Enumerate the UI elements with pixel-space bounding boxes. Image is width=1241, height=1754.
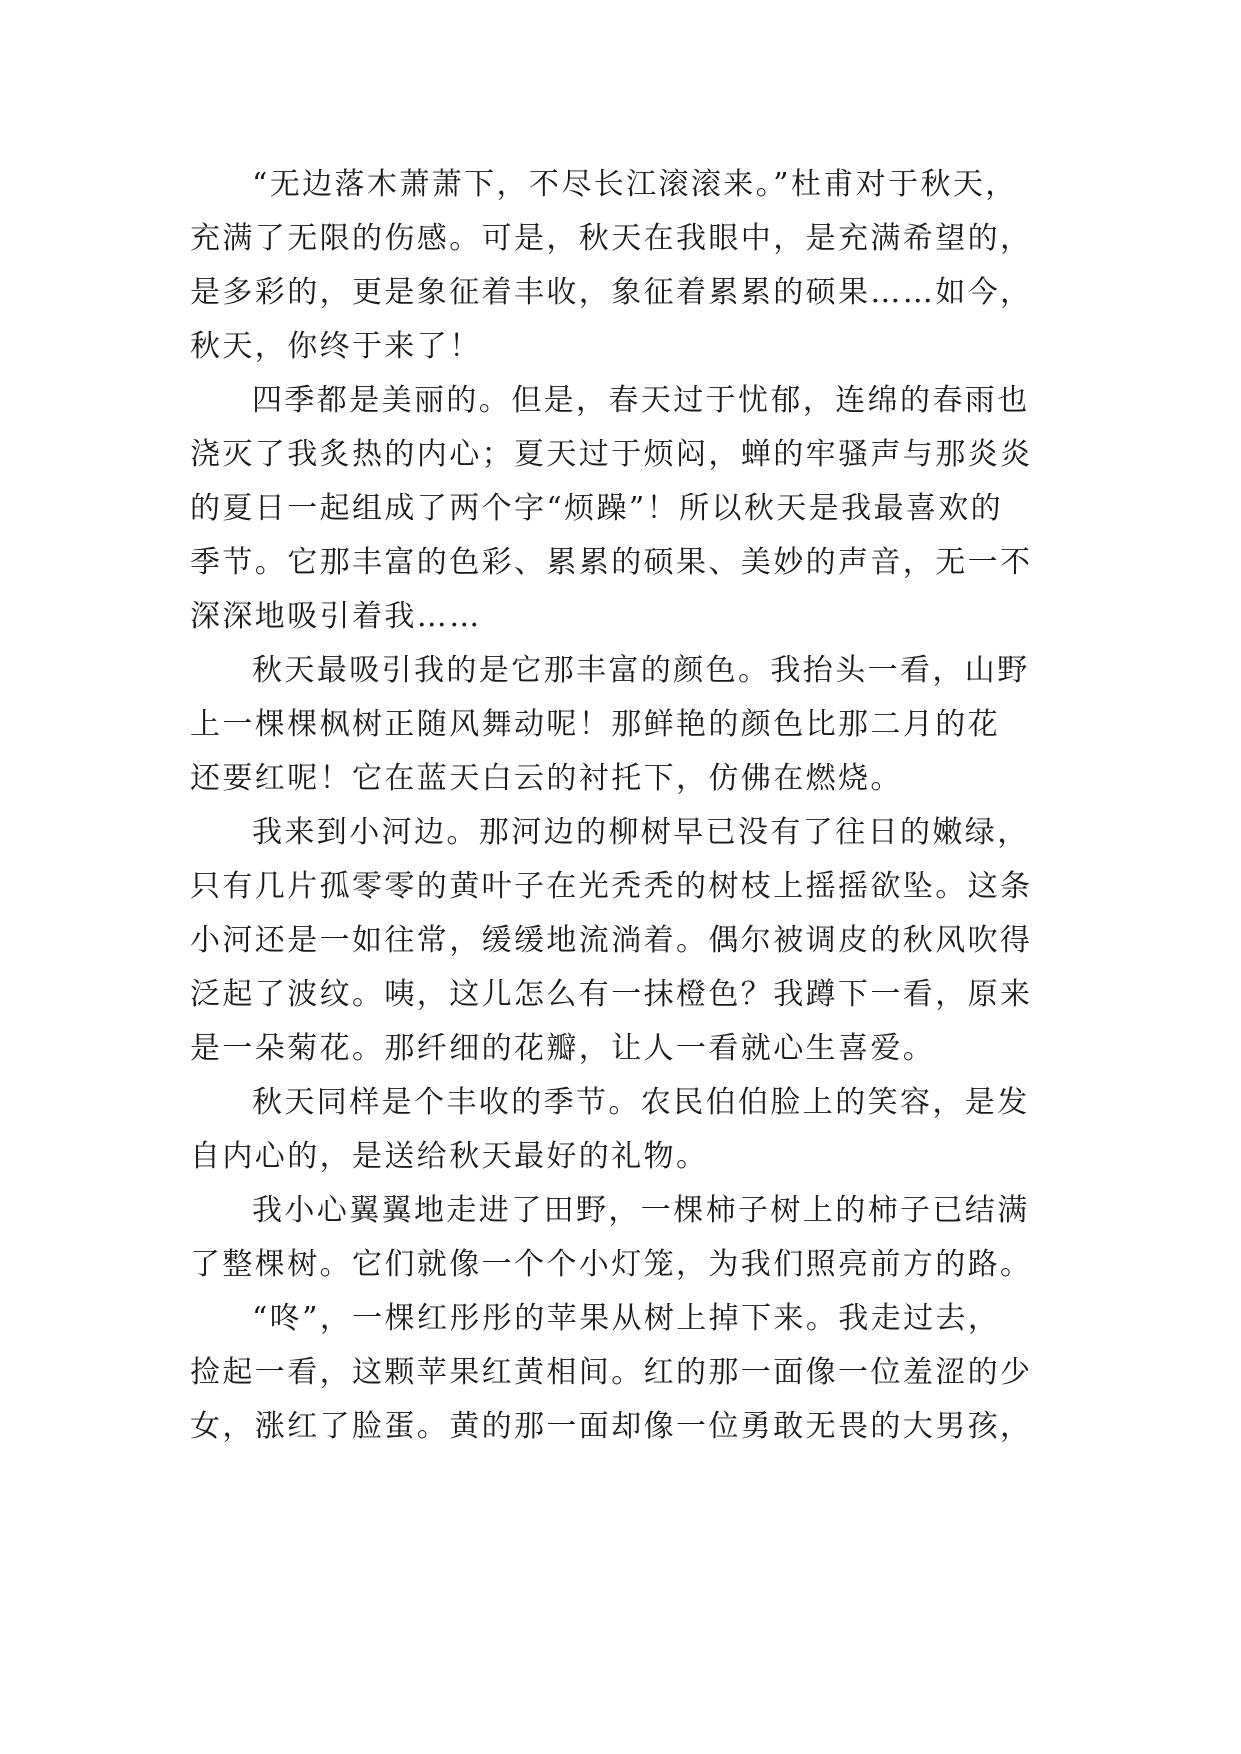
paragraph bbox=[190, 374, 1070, 644]
paragraph bbox=[190, 1076, 1070, 1184]
text-line: 秋天同样是个丰收的季节。农民伯伯脸上的笑容，是发 bbox=[252, 1085, 1030, 1120]
paragraph bbox=[190, 644, 1070, 806]
text-line: 是一朵菊花。那纤细的花瓣，让人一看就心生喜爱。 bbox=[190, 1031, 936, 1066]
text-line: 只有几片孤零零的黄叶子在光秃秃的树枝上摇摇欲坠。这条 bbox=[190, 869, 1033, 904]
text-line: 季节。它那丰富的色彩、累累的硕果、美妙的声音，无一不 bbox=[190, 545, 1033, 580]
text-line: 我来到小河边。那河边的柳树早已没有了往日的嫩绿， bbox=[252, 815, 1030, 850]
paragraph bbox=[190, 1292, 1070, 1454]
text-line: 捡起一看，这颗苹果红黄相间。红的那一面像一位羞涩的少 bbox=[190, 1355, 1033, 1390]
text-line: “无边落木萧萧下，不尽长江滚滚来。”杜甫对于秋天， bbox=[252, 167, 1018, 202]
text-line: 自内心的，是送给秋天最好的礼物。 bbox=[190, 1139, 709, 1174]
text-line: 浇灭了我炙热的内心；夏天过于烦闷，蝉的牢骚声与那炎炎 bbox=[190, 437, 1033, 472]
text-line: 泛起了波纹。咦，这儿怎么有一抹橙色？我蹲下一看，原来 bbox=[190, 977, 1033, 1012]
text-line: 四季都是美丽的。但是，春天过于忧郁，连绵的春雨也 bbox=[252, 383, 1030, 418]
text-line: 还要红呢！它在蓝天白云的衬托下，仿佛在燃烧。 bbox=[190, 761, 903, 796]
text-line: “咚”，一棵红彤彤的苹果从树上掉下来。我走过去， bbox=[252, 1301, 1001, 1336]
text-line: 小河还是一如往常，缓缓地流淌着。偶尔被调皮的秋风吹得 bbox=[190, 923, 1033, 958]
essay-body bbox=[190, 158, 1070, 1454]
text-line: 是多彩的，更是象征着丰收，象征着累累的硕果……如今， bbox=[190, 275, 1033, 310]
text-line: 秋天最吸引我的是它那丰富的颜色。我抬头一看，山野 bbox=[252, 653, 1030, 688]
paragraph bbox=[190, 806, 1070, 1076]
text-line: 了整棵树。它们就像一个个小灯笼，为我们照亮前方的路。 bbox=[190, 1247, 1033, 1282]
paragraph bbox=[190, 1184, 1070, 1292]
text-line: 秋天，你终于来了！ bbox=[190, 329, 482, 364]
paragraph bbox=[190, 158, 1070, 374]
text-line: 上一棵棵枫树正随风舞动呢！那鲜艳的颜色比那二月的花 bbox=[190, 707, 1000, 742]
text-line: 的夏日一起组成了两个字“烦躁”！所以秋天是我最喜欢的 bbox=[190, 491, 1004, 526]
text-line: 我小心翼翼地走进了田野，一棵柿子树上的柿子已结满 bbox=[252, 1193, 1030, 1228]
text-line: 女，涨红了脸蛋。黄的那一面却像一位勇敢无畏的大男孩， bbox=[190, 1409, 1033, 1444]
text-line: 深深地吸引着我…… bbox=[190, 599, 482, 634]
text-line: 充满了无限的伤感。可是，秋天在我眼中，是充满希望的， bbox=[190, 221, 1033, 256]
